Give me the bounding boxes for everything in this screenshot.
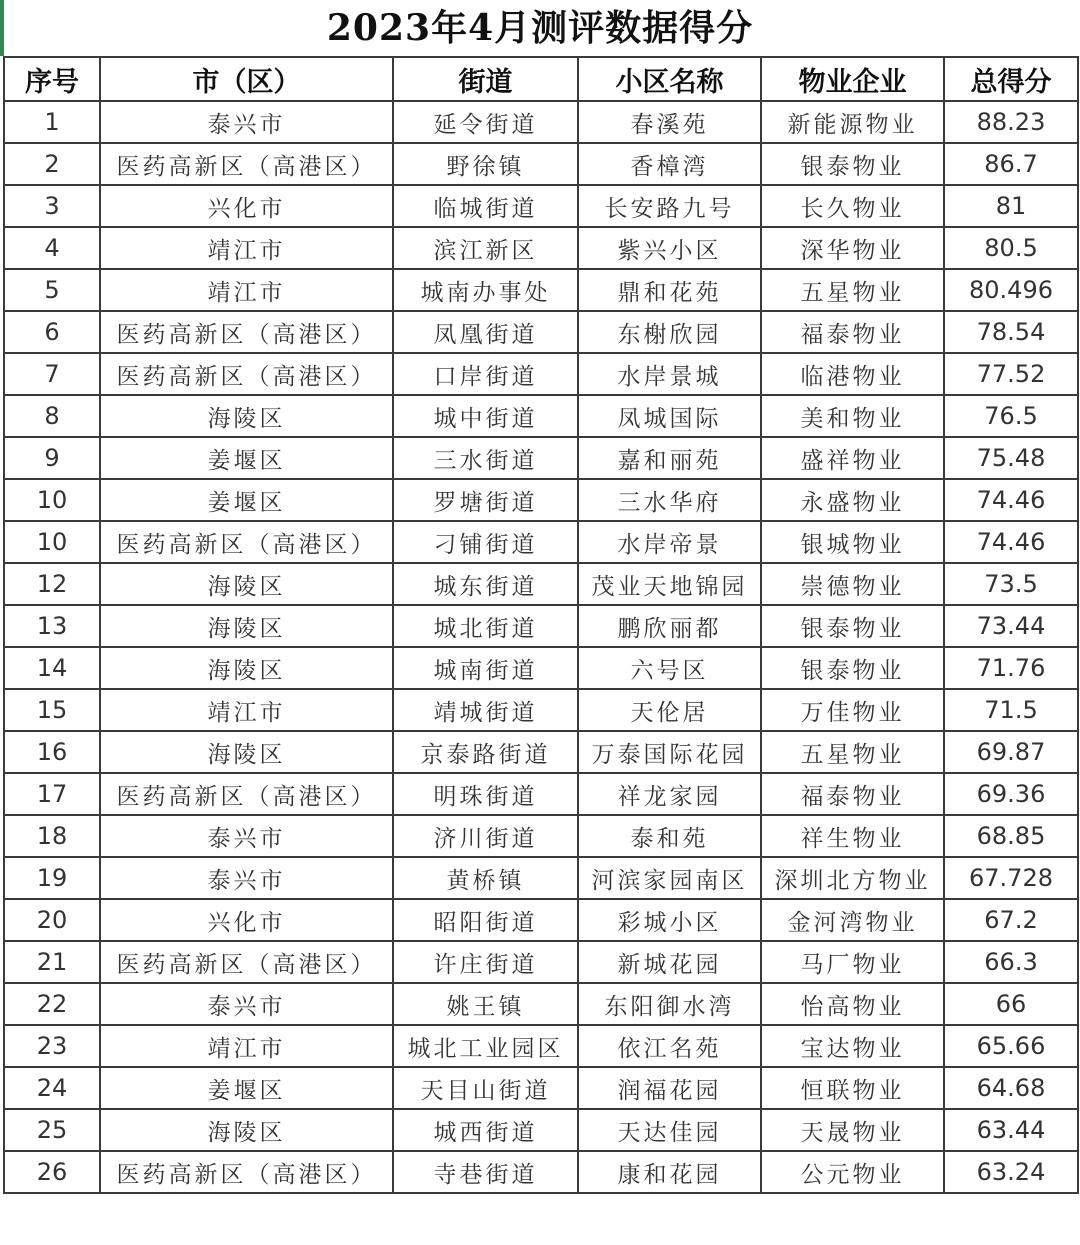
street-cell: 城中街道 [393, 395, 578, 437]
table-row [4, 857, 1078, 899]
community-cell: 润福花园 [578, 1067, 761, 1109]
total-score-cell: 81 [944, 185, 1078, 227]
property-company-cell: 崇德物业 [761, 563, 944, 605]
street-cell: 城南街道 [393, 647, 578, 689]
street-cell: 昭阳街道 [393, 899, 578, 941]
total-score-cell: 73.5 [944, 563, 1078, 605]
community-cell: 祥龙家园 [578, 773, 761, 815]
city-district-cell: 医药高新区（高港区） [100, 143, 393, 185]
property-company-cell: 福泰物业 [761, 311, 944, 353]
total-score-cell: 66 [944, 983, 1078, 1025]
property-company-cell: 深华物业 [761, 227, 944, 269]
rank-cell: 13 [4, 605, 100, 647]
total-score-cell: 71.76 [944, 647, 1078, 689]
community-cell: 东阳御水湾 [578, 983, 761, 1025]
total-score-cell: 75.48 [944, 437, 1078, 479]
city-district-cell: 泰兴市 [100, 815, 393, 857]
table-row [4, 521, 1078, 563]
street-cell: 城北工业园区 [393, 1025, 578, 1067]
property-company-cell: 五星物业 [761, 269, 944, 311]
total-score-cell: 74.46 [944, 479, 1078, 521]
table-row [4, 815, 1078, 857]
street-cell: 京泰路街道 [393, 731, 578, 773]
total-score-cell: 76.5 [944, 395, 1078, 437]
property-company-cell: 祥生物业 [761, 815, 944, 857]
property-company-cell: 马厂物业 [761, 941, 944, 983]
rank-cell: 17 [4, 773, 100, 815]
rank-cell: 12 [4, 563, 100, 605]
score-table [3, 56, 1079, 1194]
city-district-cell: 医药高新区（高港区） [100, 941, 393, 983]
city-district-cell: 泰兴市 [100, 857, 393, 899]
community-cell: 天达佳园 [578, 1109, 761, 1151]
city-district-cell: 医药高新区（高港区） [100, 773, 393, 815]
header-street: 街道 [393, 57, 578, 101]
table-row [4, 563, 1078, 605]
community-cell: 鹏欣丽都 [578, 605, 761, 647]
city-district-cell: 靖江市 [100, 227, 393, 269]
rank-cell: 24 [4, 1067, 100, 1109]
city-district-cell: 医药高新区（高港区） [100, 521, 393, 563]
rank-cell: 1 [4, 101, 100, 143]
table-row [4, 185, 1078, 227]
city-district-cell: 兴化市 [100, 185, 393, 227]
table-row [4, 773, 1078, 815]
street-cell: 凤凰街道 [393, 311, 578, 353]
street-cell: 寺巷街道 [393, 1151, 578, 1193]
city-district-cell: 姜堰区 [100, 1067, 393, 1109]
table-row [4, 689, 1078, 731]
total-score-cell: 67.2 [944, 899, 1078, 941]
city-district-cell: 医药高新区（高港区） [100, 353, 393, 395]
table-row [4, 353, 1078, 395]
rank-cell: 3 [4, 185, 100, 227]
city-district-cell: 医药高新区（高港区） [100, 1151, 393, 1193]
community-cell: 水岸帝景 [578, 521, 761, 563]
street-cell: 靖城街道 [393, 689, 578, 731]
total-score-cell: 74.46 [944, 521, 1078, 563]
street-cell: 口岸街道 [393, 353, 578, 395]
city-district-cell: 海陵区 [100, 563, 393, 605]
rank-cell: 4 [4, 227, 100, 269]
table-row [4, 899, 1078, 941]
rank-cell: 26 [4, 1151, 100, 1193]
city-district-cell: 靖江市 [100, 1025, 393, 1067]
property-company-cell: 银泰物业 [761, 143, 944, 185]
city-district-cell: 兴化市 [100, 899, 393, 941]
street-cell: 黄桥镇 [393, 857, 578, 899]
street-cell: 城东街道 [393, 563, 578, 605]
total-score-cell: 80.496 [944, 269, 1078, 311]
table-body [4, 101, 1078, 1193]
city-district-cell: 泰兴市 [100, 983, 393, 1025]
total-score-cell: 80.5 [944, 227, 1078, 269]
table-row [4, 269, 1078, 311]
header-property-company: 物业企业 [761, 57, 944, 101]
table-row [4, 479, 1078, 521]
table-row [4, 395, 1078, 437]
property-company-cell: 美和物业 [761, 395, 944, 437]
community-cell: 河滨家园南区 [578, 857, 761, 899]
table-row [4, 647, 1078, 689]
table-row [4, 101, 1078, 143]
rank-cell: 9 [4, 437, 100, 479]
page-title: 2023年4月测评数据得分 [326, 7, 754, 49]
community-cell: 茂业天地锦园 [578, 563, 761, 605]
community-cell: 水岸景城 [578, 353, 761, 395]
total-score-cell: 65.66 [944, 1025, 1078, 1067]
table-row [4, 731, 1078, 773]
property-company-cell: 福泰物业 [761, 773, 944, 815]
street-cell: 临城街道 [393, 185, 578, 227]
community-cell: 三水华府 [578, 479, 761, 521]
community-cell: 香樟湾 [578, 143, 761, 185]
table-row [4, 311, 1078, 353]
city-district-cell: 海陵区 [100, 731, 393, 773]
street-cell: 天目山街道 [393, 1067, 578, 1109]
property-company-cell: 万佳物业 [761, 689, 944, 731]
property-company-cell: 临港物业 [761, 353, 944, 395]
street-cell: 刁铺街道 [393, 521, 578, 563]
property-company-cell: 银泰物业 [761, 647, 944, 689]
table-row [4, 1067, 1078, 1109]
property-company-cell: 银城物业 [761, 521, 944, 563]
street-cell: 明珠街道 [393, 773, 578, 815]
header-city-district: 市（区） [100, 57, 393, 101]
total-score-cell: 68.85 [944, 815, 1078, 857]
header-total-score: 总得分 [944, 57, 1078, 101]
total-score-cell: 88.23 [944, 101, 1078, 143]
property-company-cell: 深圳北方物业 [761, 857, 944, 899]
total-score-cell: 69.87 [944, 731, 1078, 773]
community-cell: 嘉和丽苑 [578, 437, 761, 479]
city-district-cell: 泰兴市 [100, 101, 393, 143]
total-score-cell: 67.728 [944, 857, 1078, 899]
property-company-cell: 天晟物业 [761, 1109, 944, 1151]
rank-cell: 18 [4, 815, 100, 857]
community-cell: 天伦居 [578, 689, 761, 731]
community-cell: 泰和苑 [578, 815, 761, 857]
city-district-cell: 海陵区 [100, 395, 393, 437]
rank-cell: 22 [4, 983, 100, 1025]
property-company-cell: 盛祥物业 [761, 437, 944, 479]
city-district-cell: 海陵区 [100, 605, 393, 647]
rank-cell: 5 [4, 269, 100, 311]
community-cell: 春溪苑 [578, 101, 761, 143]
rank-cell: 6 [4, 311, 100, 353]
rank-cell: 19 [4, 857, 100, 899]
table-row [4, 983, 1078, 1025]
rank-cell: 25 [4, 1109, 100, 1151]
table-row [4, 605, 1078, 647]
rank-cell: 2 [4, 143, 100, 185]
city-district-cell: 靖江市 [100, 269, 393, 311]
property-company-cell: 怡高物业 [761, 983, 944, 1025]
community-cell: 依江名苑 [578, 1025, 761, 1067]
street-cell: 罗塘街道 [393, 479, 578, 521]
street-cell: 延令街道 [393, 101, 578, 143]
header-rank: 序号 [4, 57, 100, 101]
property-company-cell: 永盛物业 [761, 479, 944, 521]
rank-cell: 14 [4, 647, 100, 689]
total-score-cell: 69.36 [944, 773, 1078, 815]
table-row [4, 437, 1078, 479]
total-score-cell: 73.44 [944, 605, 1078, 647]
total-score-cell: 71.5 [944, 689, 1078, 731]
table-row [4, 1151, 1078, 1193]
street-cell: 三水街道 [393, 437, 578, 479]
community-cell: 彩城小区 [578, 899, 761, 941]
community-cell: 鼎和花苑 [578, 269, 761, 311]
street-cell: 城西街道 [393, 1109, 578, 1151]
rank-cell: 21 [4, 941, 100, 983]
rank-cell: 8 [4, 395, 100, 437]
street-cell: 姚王镇 [393, 983, 578, 1025]
street-cell: 济川街道 [393, 815, 578, 857]
total-score-cell: 63.44 [944, 1109, 1078, 1151]
community-cell: 长安路九号 [578, 185, 761, 227]
property-company-cell: 宝达物业 [761, 1025, 944, 1067]
rank-cell: 15 [4, 689, 100, 731]
total-score-cell: 86.7 [944, 143, 1078, 185]
total-score-cell: 64.68 [944, 1067, 1078, 1109]
property-company-cell: 公元物业 [761, 1151, 944, 1193]
rank-cell: 20 [4, 899, 100, 941]
community-cell: 紫兴小区 [578, 227, 761, 269]
street-cell: 野徐镇 [393, 143, 578, 185]
table-row [4, 227, 1078, 269]
street-cell: 许庄街道 [393, 941, 578, 983]
total-score-cell: 63.24 [944, 1151, 1078, 1193]
table-row [4, 1109, 1078, 1151]
street-cell: 城南办事处 [393, 269, 578, 311]
community-cell: 凤城国际 [578, 395, 761, 437]
city-district-cell: 海陵区 [100, 647, 393, 689]
total-score-cell: 66.3 [944, 941, 1078, 983]
city-district-cell: 姜堰区 [100, 437, 393, 479]
property-company-cell: 长久物业 [761, 185, 944, 227]
header-community: 小区名称 [578, 57, 761, 101]
property-company-cell: 银泰物业 [761, 605, 944, 647]
rank-cell: 10 [4, 521, 100, 563]
property-company-cell: 五星物业 [761, 731, 944, 773]
property-company-cell: 新能源物业 [761, 101, 944, 143]
property-company-cell: 金河湾物业 [761, 899, 944, 941]
community-cell: 万泰国际花园 [578, 731, 761, 773]
rank-cell: 23 [4, 1025, 100, 1067]
city-district-cell: 靖江市 [100, 689, 393, 731]
table-row [4, 941, 1078, 983]
table-row [4, 143, 1078, 185]
community-cell: 新城花园 [578, 941, 761, 983]
rank-cell: 16 [4, 731, 100, 773]
total-score-cell: 78.54 [944, 311, 1078, 353]
street-cell: 滨江新区 [393, 227, 578, 269]
community-cell: 东榭欣园 [578, 311, 761, 353]
table-row [4, 1025, 1078, 1067]
rank-cell: 10 [4, 479, 100, 521]
community-cell: 六号区 [578, 647, 761, 689]
community-cell: 康和花园 [578, 1151, 761, 1193]
city-district-cell: 姜堰区 [100, 479, 393, 521]
street-cell: 城北街道 [393, 605, 578, 647]
property-company-cell: 恒联物业 [761, 1067, 944, 1109]
header-row [4, 57, 1078, 101]
city-district-cell: 海陵区 [100, 1109, 393, 1151]
rank-cell: 7 [4, 353, 100, 395]
total-score-cell: 77.52 [944, 353, 1078, 395]
city-district-cell: 医药高新区（高港区） [100, 311, 393, 353]
